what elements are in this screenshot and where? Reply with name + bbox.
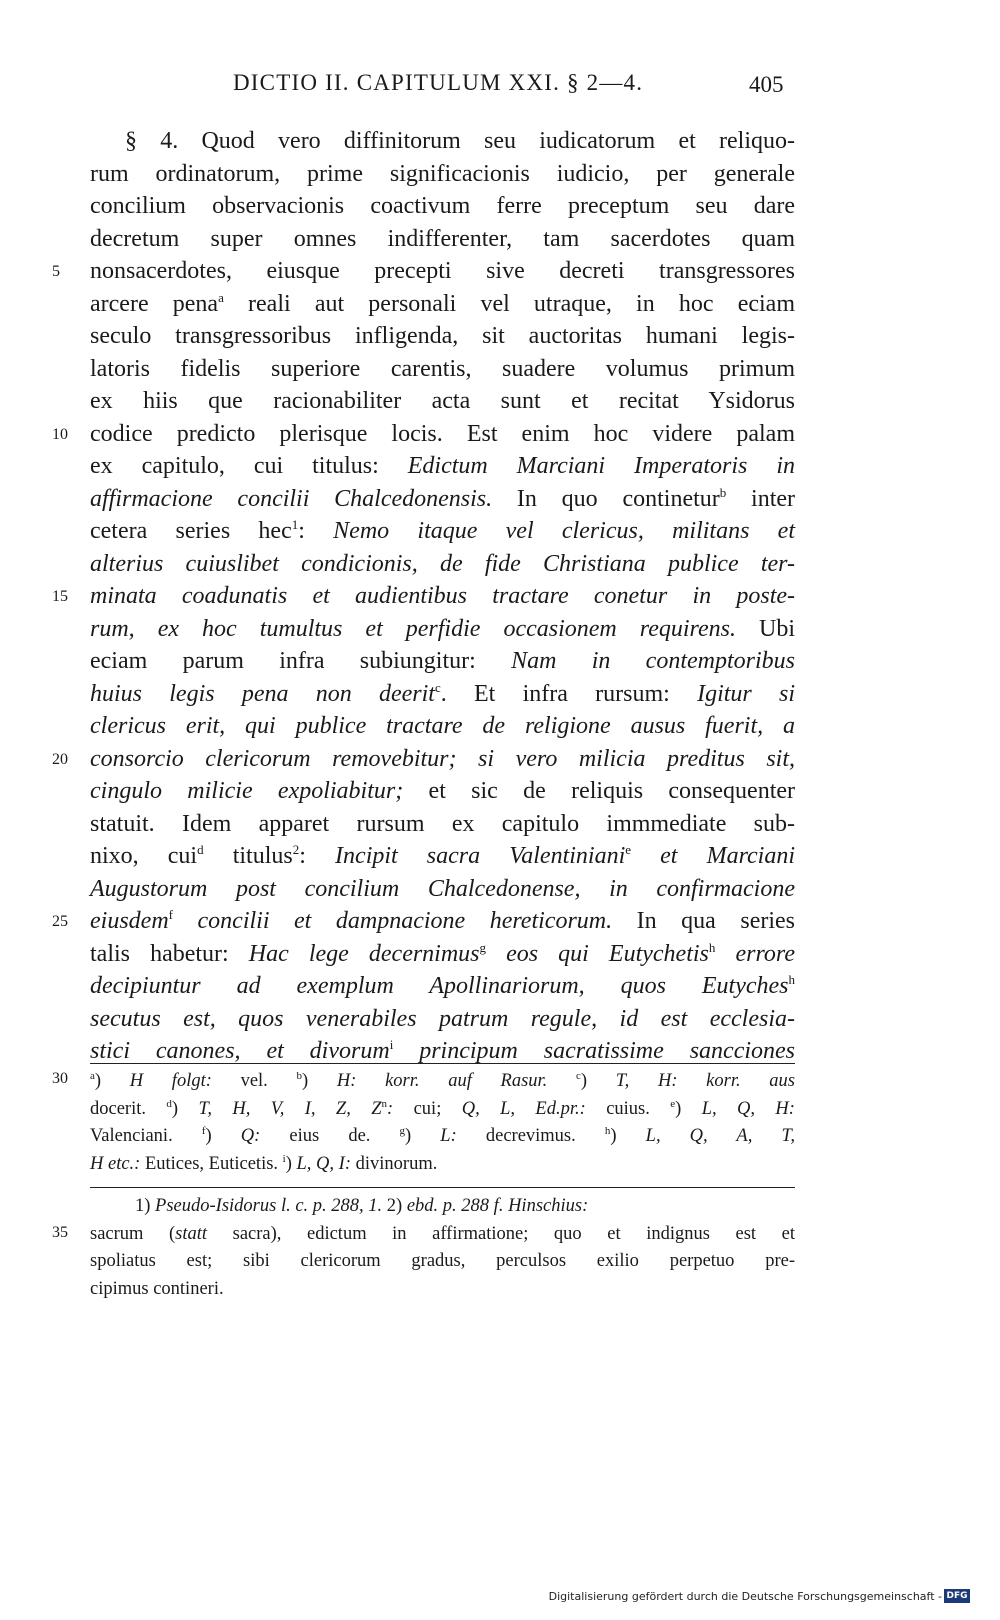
- text-segment: ex capitulo, cui titulus:: [90, 453, 408, 479]
- text-segment: In quo continetur: [492, 485, 720, 512]
- italic-text: concilii et dampnacione hereticorum.: [173, 908, 613, 934]
- apparatus-line-number: 30: [52, 1070, 68, 1087]
- italic-text: statt: [175, 1223, 208, 1244]
- text-segment: docerit.: [90, 1098, 167, 1119]
- page-number: 405: [749, 72, 784, 97]
- text-segment: eciam parum infra subiungitur:: [90, 648, 512, 674]
- digitization-credit: Digitalisierung gefördert durch die Deutsche Forschungsgemeinschaft -: [548, 1590, 942, 1603]
- italic-text: minata coadunatis et audientibus tractare conetur in poste-: [90, 583, 795, 609]
- text-line: [90, 970, 795, 1003]
- text-line: [90, 320, 795, 353]
- text-segment: sacrum (: [90, 1223, 176, 1244]
- note-line: [90, 1276, 795, 1304]
- text-segment: ex hiis que racionabiliter acta sunt et recitat Ysidorus: [90, 388, 795, 414]
- text-segment: ): [94, 1071, 130, 1091]
- italic-text: L, Q, I:: [296, 1153, 351, 1174]
- text-line: [90, 288, 795, 321]
- text-segment: reali aut personali vel utraque, in hoc eciam: [223, 290, 796, 317]
- italic-text: eiusdem: [90, 908, 169, 934]
- text-segment: 2): [382, 1196, 407, 1216]
- footnote-marker: f: [168, 907, 173, 922]
- text-segment: Ubi: [735, 615, 796, 642]
- text-line: [90, 158, 795, 191]
- text-segment: Valenciani.: [90, 1126, 202, 1146]
- text-segment: :: [299, 843, 336, 869]
- footnote-marker: 1: [291, 517, 299, 532]
- footnote-marker: e: [670, 1097, 676, 1110]
- apparatus-rule: [90, 1063, 795, 1064]
- italic-text: principum sacratissime sancciones: [393, 1038, 796, 1064]
- text-line: [90, 938, 795, 971]
- italic-text: et Marciani: [631, 843, 796, 869]
- text-segment: ): [610, 1126, 646, 1146]
- text-segment: nonsacerdotes, eiusque precepti sive decreti transgressores: [90, 258, 795, 284]
- footnote-marker: i: [282, 1152, 286, 1165]
- text-line: [90, 580, 795, 613]
- text-segment: § 4. Quod vero diffinitorum seu iudicatorum et reliquo-: [125, 128, 795, 154]
- footnotes: [90, 1193, 795, 1303]
- text-segment: cetera series hec: [90, 518, 292, 544]
- note-line: [90, 1248, 795, 1276]
- italic-text: T, H, V, I, Z, Z: [198, 1098, 382, 1119]
- footnote-marker: a: [90, 1070, 95, 1082]
- line-number: 15: [52, 588, 68, 605]
- italic-text: L:: [440, 1126, 457, 1146]
- italic-text: Hac lege decernimus: [248, 940, 480, 967]
- text-segment: . Et infra rursum:: [440, 680, 698, 707]
- text-segment: Eutices, Euticetis.: [140, 1153, 283, 1174]
- text-segment: spoliatus est; sibi clericorum gradus, perculsos exilio perpetuo pre-: [90, 1251, 795, 1271]
- text-line: [90, 548, 795, 581]
- footnote-marker: h: [708, 939, 716, 955]
- italic-text: rum, ex hoc tumultus et perfidie occasionem requirens.: [90, 615, 736, 642]
- text-line: [90, 905, 795, 938]
- italic-text: Incipit sacra Valentiniani: [335, 843, 626, 869]
- italic-text: clericus erit, qui publice tractare de religione ausus fuerit, a: [90, 713, 795, 739]
- text-segment: :: [298, 518, 334, 544]
- text-segment: ): [580, 1071, 616, 1091]
- text-line: [90, 840, 795, 873]
- text-segment: eius de.: [260, 1126, 400, 1146]
- footnote-marker: g: [479, 939, 487, 955]
- text-line: [90, 483, 795, 516]
- italic-text: eos qui Eutychetis: [486, 940, 709, 967]
- critical-apparatus: [90, 1068, 795, 1178]
- italic-text: T, H: korr. aus: [615, 1071, 795, 1091]
- text-line: [90, 223, 795, 256]
- text-segment: cuius.: [585, 1098, 671, 1119]
- italic-text: errore: [715, 940, 795, 967]
- italic-text: ebd. p. 288 f. Hinschius:: [406, 1196, 589, 1216]
- text-line: [90, 743, 795, 776]
- footnote-line-number: 35: [52, 1224, 68, 1241]
- footnote-marker: h: [604, 1125, 611, 1137]
- text-segment: cui;: [393, 1098, 462, 1119]
- text-line: [90, 1003, 795, 1036]
- text-segment: divinorum.: [351, 1153, 438, 1174]
- italic-text: stici canones, et divorum: [90, 1038, 390, 1064]
- footnote-marker: b: [296, 1070, 302, 1082]
- italic-text: L, Q, A, T,: [645, 1126, 796, 1146]
- text-segment: ): [675, 1098, 702, 1119]
- text-segment: In qua series: [612, 908, 795, 934]
- running-head: DICTIO II. CAPITULUM XXI. § 2—4.: [233, 70, 644, 95]
- text-segment: ): [205, 1126, 241, 1146]
- text-segment: nixo, cui: [90, 843, 198, 869]
- note-line: [90, 1151, 795, 1179]
- text-line: [90, 353, 795, 386]
- footnote-marker: g: [399, 1125, 406, 1137]
- italic-text: :: [387, 1098, 394, 1119]
- italic-text: Q:: [240, 1126, 261, 1146]
- italic-text: L, Q, H:: [701, 1098, 795, 1119]
- main-text-block: [90, 125, 795, 1068]
- dfg-logo: DFG: [944, 1589, 970, 1603]
- text-segment: ): [171, 1098, 199, 1119]
- text-segment: titulus: [203, 843, 293, 869]
- italic-text: secutus est, quos venerabiles patrum regule, id est ecclesia-: [90, 1005, 795, 1032]
- text-line: [90, 775, 795, 808]
- text-segment: arcere pena: [90, 290, 219, 317]
- text-line: [90, 190, 795, 223]
- text-segment: cipimus contineri.: [90, 1278, 224, 1299]
- text-line: [90, 710, 795, 743]
- text-line: [90, 255, 795, 288]
- text-segment: latoris fidelis superiore carentis, suadere volumus primum: [90, 355, 795, 382]
- note-line: [90, 1123, 795, 1151]
- italic-text: Igitur si: [697, 680, 796, 707]
- note-line: [90, 1193, 795, 1221]
- footnote-marker: i: [389, 1037, 394, 1052]
- footnote-marker: 2: [292, 842, 300, 857]
- note-line: [90, 1096, 795, 1124]
- text-segment: statuit. Idem apparet rursum ex capitulo immmediate sub-: [90, 810, 795, 837]
- italic-text: cingulo milicie expoliabitur;: [90, 778, 404, 804]
- text-line: [90, 125, 795, 158]
- footnote-marker: c: [434, 679, 441, 695]
- note-line: [90, 1068, 795, 1096]
- note-line: [90, 1221, 795, 1249]
- text-segment: concilium observacionis coactivum ferre preceptum seu dare: [90, 193, 795, 219]
- text-line: [90, 385, 795, 418]
- text-line: [90, 418, 795, 451]
- text-segment: vel.: [211, 1071, 297, 1091]
- footnote-marker: c: [575, 1070, 581, 1082]
- footnote-marker: h: [788, 972, 795, 987]
- text-segment: codice predicto plerisque locis. Est enim hoc videre palam: [90, 420, 795, 447]
- text-line: [90, 613, 795, 646]
- text-segment: decrevimus.: [456, 1126, 605, 1146]
- text-segment: [547, 1071, 576, 1091]
- text-segment: rum ordinatorum, prime significacionis iudicio, per generale: [90, 160, 795, 187]
- text-segment: et sic de reliquis consequenter: [403, 778, 796, 804]
- text-line: [90, 450, 795, 483]
- footnote-marker: d: [197, 842, 204, 857]
- text-segment: inter: [726, 485, 796, 512]
- text-line: [90, 873, 795, 906]
- text-segment: sacra), edictum in affirmatione; quo et indignus est et: [207, 1223, 795, 1244]
- italic-text: alterius cuiuslibet condicionis, de fide Christiana publice ter-: [90, 550, 795, 577]
- footnote-marker: e: [625, 842, 632, 857]
- italic-text: consorcio clericorum removebitur; si vero milicia preditus sit,: [90, 745, 795, 772]
- text-line: [90, 515, 795, 548]
- text-segment: ): [302, 1071, 337, 1091]
- text-segment: 1): [135, 1196, 156, 1216]
- text-segment: ): [405, 1126, 441, 1146]
- italic-text: Augustorum post concilium Chalcedonense, in confirmacione: [90, 875, 795, 902]
- footnote-marker: n: [381, 1097, 388, 1110]
- footnote-marker: f: [201, 1125, 206, 1137]
- italic-text: H: korr. auf Rasur.: [336, 1071, 548, 1091]
- footnote-marker: b: [719, 484, 727, 500]
- text-line: [90, 678, 795, 711]
- italic-text: decipiuntur ad exemplum Apollinariorum, quos Eutyches: [90, 973, 789, 999]
- text-segment: talis habetur:: [90, 940, 249, 967]
- italic-text: H etc.:: [90, 1153, 141, 1174]
- italic-text: huius legis pena non deerit: [90, 680, 435, 707]
- italic-text: affirmacione concilii Chalcedonensis.: [90, 485, 493, 512]
- italic-text: Q, L, Ed.pr.:: [461, 1098, 586, 1119]
- italic-text: Nam in contemptoribus: [511, 648, 796, 674]
- italic-text: H folgt:: [129, 1071, 212, 1091]
- text-segment: ): [285, 1153, 297, 1174]
- text-line: [90, 645, 795, 678]
- footnote-rule: [90, 1187, 795, 1188]
- italic-text: Edictum Marciani Imperatoris in: [407, 453, 795, 479]
- italic-text: Pseudo-Isidorus l. c. p. 288, 1.: [155, 1196, 383, 1216]
- text-segment: seculo transgressoribus infligenda, sit auctoritas humani legis-: [90, 323, 795, 349]
- line-number: 5: [52, 263, 60, 280]
- line-number: 25: [52, 913, 68, 930]
- text-segment: decretum super omnes indifferenter, tam sacerdotes quam: [90, 225, 795, 252]
- footnote-marker: a: [218, 289, 224, 305]
- text-line: [90, 808, 795, 841]
- footnote-marker: d: [166, 1097, 172, 1110]
- italic-text: Nemo itaque vel clericus, militans et: [333, 518, 796, 544]
- line-number: 10: [52, 425, 68, 443]
- line-number: 20: [52, 750, 68, 768]
